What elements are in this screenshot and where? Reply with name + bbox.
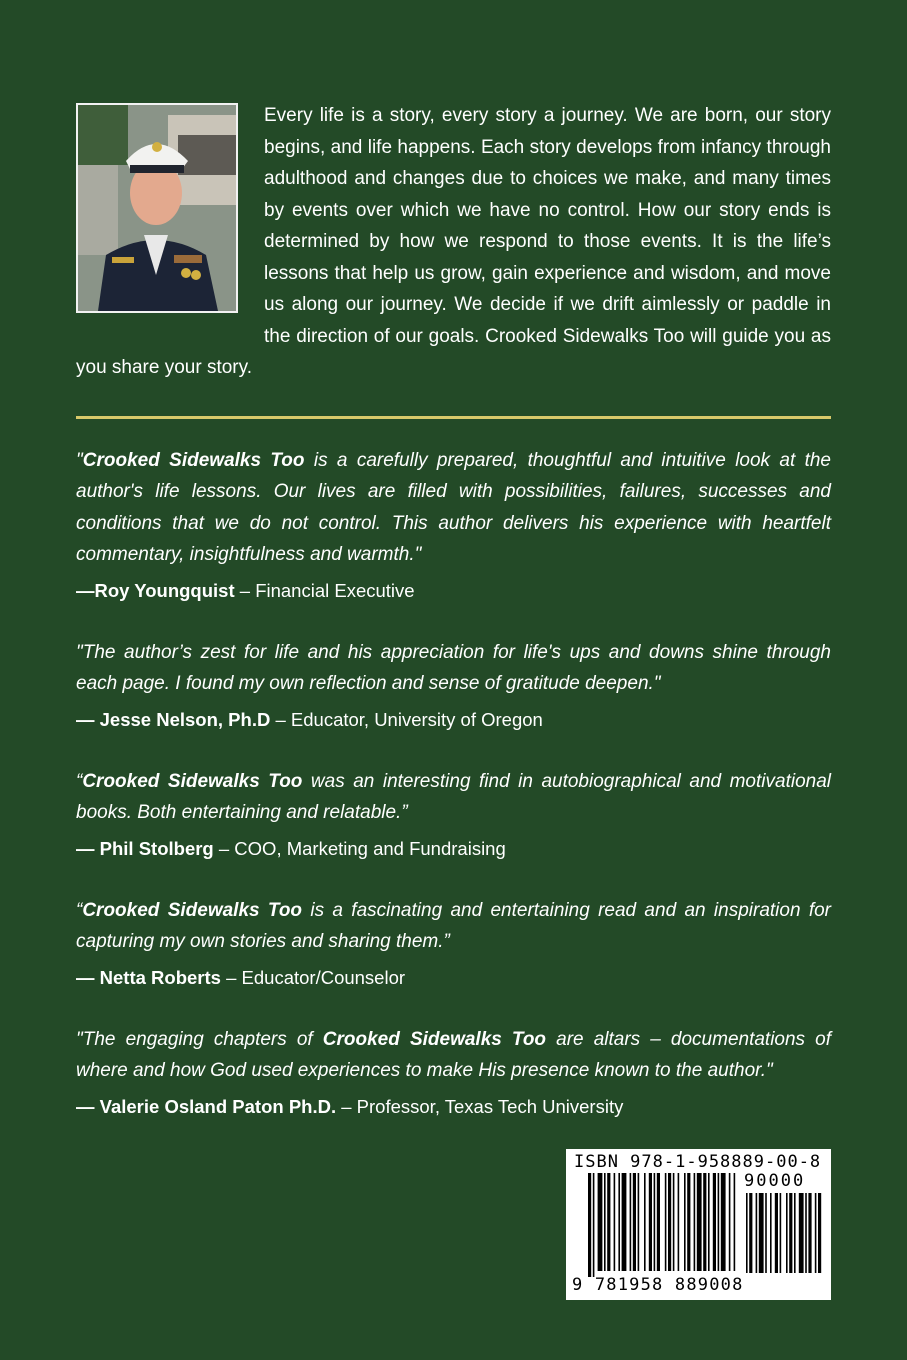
quote-open: " bbox=[76, 449, 83, 471]
barcode-bar bbox=[630, 1173, 632, 1271]
reviewer-name: — Phil Stolberg bbox=[76, 837, 214, 859]
barcode-addon-bar bbox=[815, 1193, 817, 1273]
reviewer-role: – Educator/Counselor bbox=[220, 966, 406, 988]
barcode-addon-bar bbox=[775, 1193, 778, 1273]
book-title: Crooked Sidewalks Too bbox=[82, 770, 303, 792]
intro-section bbox=[76, 100, 831, 384]
review-attribution bbox=[76, 705, 831, 735]
quote-open: "The engaging chapters of bbox=[76, 1028, 323, 1050]
review-5 bbox=[76, 1024, 831, 1122]
review-attribution bbox=[76, 963, 831, 993]
barcode-bar bbox=[649, 1173, 652, 1271]
quote-text: "The author’s zest for life and his appreciation for life's ups and downs shine through each page. I found my own reflection and sense of gratitude deepen." bbox=[76, 641, 831, 694]
barcode-bar bbox=[673, 1173, 675, 1271]
review-attribution bbox=[76, 1092, 831, 1122]
isbn-barcode bbox=[566, 1149, 831, 1300]
barcode-addon-bar bbox=[794, 1193, 796, 1273]
barcode-bar bbox=[668, 1173, 671, 1271]
ean-digits: 9 781958 889008 bbox=[572, 1275, 744, 1295]
barcode-addon-bar bbox=[756, 1193, 758, 1273]
barcode-addon-bar bbox=[765, 1193, 767, 1273]
barcode-addon-bar bbox=[749, 1193, 752, 1273]
intro-text: Every life is a story, every story a journey. We are born, our story begins, and life happens. Each story develops from infancy through adulthood and changes due to choices we make, and many times by events over which we have no control. How our story ends is determined by how we respond to those events. It is the life’s lessons that help us grow, gain experience and wisdom, and move us along our journey. We decide if we drift aimlessly or paddle in the direction of our goals. Crooked Sidewalks Too will guide you as you share your story. bbox=[76, 105, 831, 378]
review-attribution bbox=[76, 834, 831, 864]
book-title: Crooked Sidewalks Too bbox=[82, 449, 305, 471]
author-portrait-image bbox=[78, 105, 236, 311]
barcode-bar bbox=[734, 1173, 736, 1271]
barcode-addon-bar bbox=[789, 1193, 792, 1273]
barcode-bar bbox=[622, 1173, 627, 1271]
barcode-bar bbox=[588, 1173, 591, 1277]
barcode-bar bbox=[607, 1173, 610, 1271]
quote-text: is a fascinating and entertaining read and an inspiration for capturing my own stories and sharing them.” bbox=[76, 899, 832, 952]
reviewer-name: —Roy Youngquist bbox=[76, 579, 235, 601]
reviewer-role: – Professor, Texas Tech University bbox=[336, 1095, 624, 1117]
reviewer-name: — Netta Roberts bbox=[76, 966, 221, 988]
barcode-bar bbox=[684, 1173, 686, 1271]
barcode-bar bbox=[721, 1173, 726, 1271]
barcode-bar bbox=[729, 1173, 731, 1271]
barcode-bar bbox=[644, 1173, 646, 1271]
reviewer-name: — Valerie Osland Paton Ph.D. bbox=[76, 1095, 337, 1117]
barcode-bar bbox=[633, 1173, 636, 1271]
author-photo bbox=[76, 103, 238, 313]
quote-text: is a carefully prepared, thoughtful and intuitive look at the author's life lessons. Our lives are filled with possibilities, failures, successes and conditions that we do not control. This author delivers his experience with heartfelt commentary, insightfulness and warmth." bbox=[76, 449, 831, 565]
back-cover bbox=[76, 100, 831, 1153]
barcode-addon-bar bbox=[770, 1193, 772, 1273]
barcode-addon-bar bbox=[786, 1193, 788, 1273]
review-quote bbox=[76, 766, 831, 829]
barcode-bar bbox=[713, 1173, 716, 1271]
reviewer-role: – Educator, University of Oregon bbox=[270, 708, 543, 730]
review-4 bbox=[76, 895, 831, 993]
review-quote bbox=[76, 1024, 831, 1087]
book-title: Crooked Sidewalks Too bbox=[322, 1028, 547, 1050]
barcode-addon-bar bbox=[759, 1193, 764, 1273]
reviewer-name: — Jesse Nelson, Ph.D bbox=[76, 708, 271, 730]
barcode-addon-bar bbox=[780, 1193, 782, 1273]
review-1 bbox=[76, 445, 831, 606]
barcode-addon-bar bbox=[746, 1193, 748, 1273]
reviewer-role: – Financial Executive bbox=[234, 579, 415, 601]
barcode-bar bbox=[665, 1173, 667, 1271]
barcode-addon-bar bbox=[808, 1193, 811, 1273]
barcode-bar bbox=[654, 1173, 656, 1271]
gold-divider bbox=[76, 416, 831, 419]
quote-text: was an interesting find in autobiographical and motivational books. Both entertaining and relatable.” bbox=[76, 770, 831, 823]
price-code: 90000 bbox=[744, 1171, 806, 1191]
isbn-label: ISBN 978-1-958889-00-8 bbox=[574, 1152, 822, 1172]
barcode-bar bbox=[703, 1173, 706, 1271]
barcode-bar bbox=[678, 1173, 680, 1271]
barcode-bar bbox=[687, 1173, 690, 1271]
review-quote bbox=[76, 895, 831, 958]
barcode-bar bbox=[638, 1173, 640, 1271]
quote-open: “ bbox=[76, 899, 83, 921]
barcode-bar bbox=[593, 1173, 595, 1277]
reviewer-role: – COO, Marketing and Fundraising bbox=[213, 837, 506, 859]
book-title: Crooked Sidewalks Too bbox=[82, 899, 303, 921]
quote-open: “ bbox=[76, 770, 83, 792]
quote-text: are altars – documentations of where and how God used experiences to make His presence known to the author." bbox=[76, 1028, 832, 1081]
barcode-bar bbox=[718, 1173, 720, 1271]
review-quote bbox=[76, 445, 831, 571]
barcode-addon-bar bbox=[805, 1193, 807, 1273]
barcode-bar bbox=[614, 1173, 616, 1271]
barcode-addon-bar bbox=[799, 1193, 804, 1273]
barcode-bar bbox=[618, 1173, 620, 1271]
barcode-bar bbox=[708, 1173, 710, 1271]
review-3 bbox=[76, 766, 831, 864]
review-2 bbox=[76, 637, 831, 735]
barcode-bar bbox=[657, 1173, 660, 1271]
barcode-bar bbox=[604, 1173, 606, 1271]
barcode-bar bbox=[694, 1173, 696, 1271]
review-attribution bbox=[76, 576, 831, 606]
review-quote bbox=[76, 637, 831, 700]
barcode-addon-bar bbox=[818, 1193, 821, 1273]
barcode-bar bbox=[598, 1173, 603, 1271]
barcode-bar bbox=[697, 1173, 702, 1271]
